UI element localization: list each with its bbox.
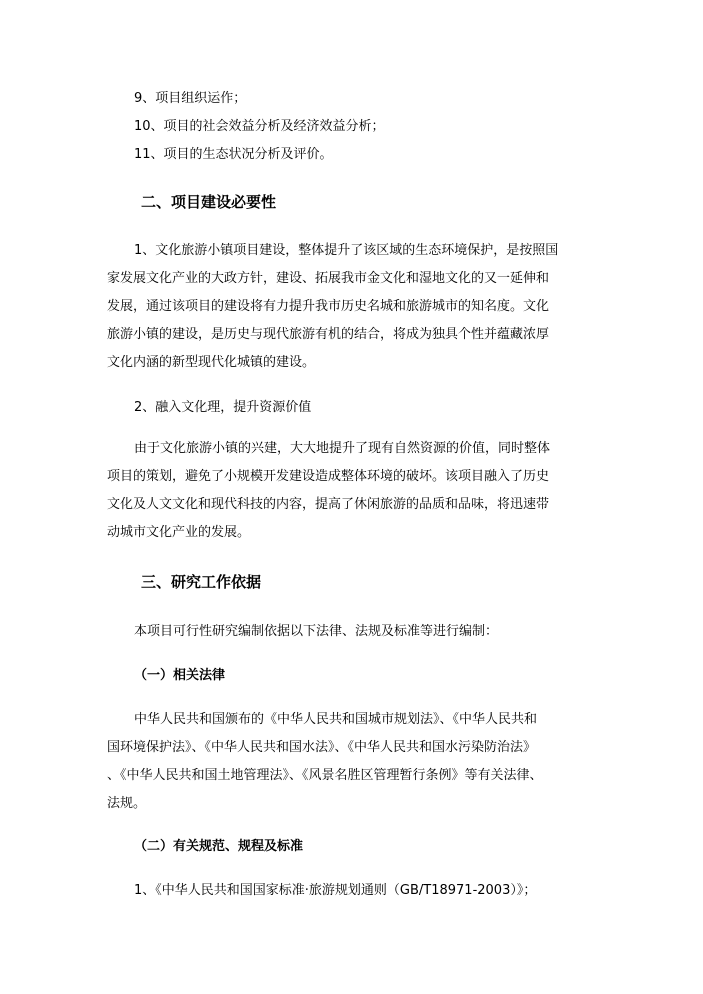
paragraph-line: 1、文化旅游小镇项目建设，整体提升了该区域的生态环境保护，是按照国 xyxy=(134,243,559,258)
paragraph-line: 国环境保护法》、《中华人民共和国水法》、《中华人民共和国水污染防治法》 xyxy=(107,740,537,755)
paragraph-line: 家发展文化产业的大政方针，建设、拓展我市金文化和湿地文化的又一延伸和 xyxy=(107,271,550,286)
list-item: 10、项目的社会效益分析及经济效益分析； xyxy=(134,119,385,134)
paragraph-line: 由于文化旅游小镇的兴建，大大地提升了现有自然资源的价值，同时整体 xyxy=(134,441,551,456)
section-heading: 三、研究工作依据 xyxy=(141,573,262,591)
list-item: 9、项目组织运作； xyxy=(134,91,247,106)
paragraph-line: 法规。 xyxy=(107,796,147,811)
paragraph-line: 、《中华人民共和国土地管理法》、《风景名胜区管理暂行条例》等有关法律、 xyxy=(107,768,543,783)
paragraph-line: 动城市文化产业的发展。 xyxy=(107,525,251,540)
section-heading: 二、项目建设必要性 xyxy=(141,193,277,211)
paragraph-line: 发展，通过该项目的建设将有力提升我市历史名城和旅游城市的知名度。文化 xyxy=(107,299,550,314)
paragraph-line: 中华人民共和国颁布的《中华人民共和国城市规划法》、《中华人民共和 xyxy=(134,712,538,727)
paragraph-line: 项目的策划，避免了小规模开发建设造成整体环境的破坏。该项目融入了历史 xyxy=(107,469,550,484)
list-item: 1、《中华人民共和国国家标准·旅游规划通则（GB/T18971-2003）》； xyxy=(134,883,537,898)
subsection-heading: （二）有关规范、规程及标准 xyxy=(134,839,304,854)
paragraph-line: 旅游小镇的建设，是历史与现代旅游有机的结合，将成为独具个性并蕴藏浓厚 xyxy=(107,327,550,342)
paragraph-line: 本项目可行性研究编制依据以下法律、法规及标准等进行编制： xyxy=(134,624,499,639)
list-item: 2、融入文化理，提升资源价值 xyxy=(134,400,312,415)
subsection-heading: （一）相关法律 xyxy=(134,668,226,683)
paragraph-line: 文化及人文文化和现代科技的内容，提高了休闲旅游的品质和品味，将迅速带 xyxy=(107,497,550,512)
list-item: 11、项目的生态状况分析及评价。 xyxy=(134,147,333,162)
paragraph-line: 文化内涵的新型现代化城镇的建设。 xyxy=(107,355,316,370)
